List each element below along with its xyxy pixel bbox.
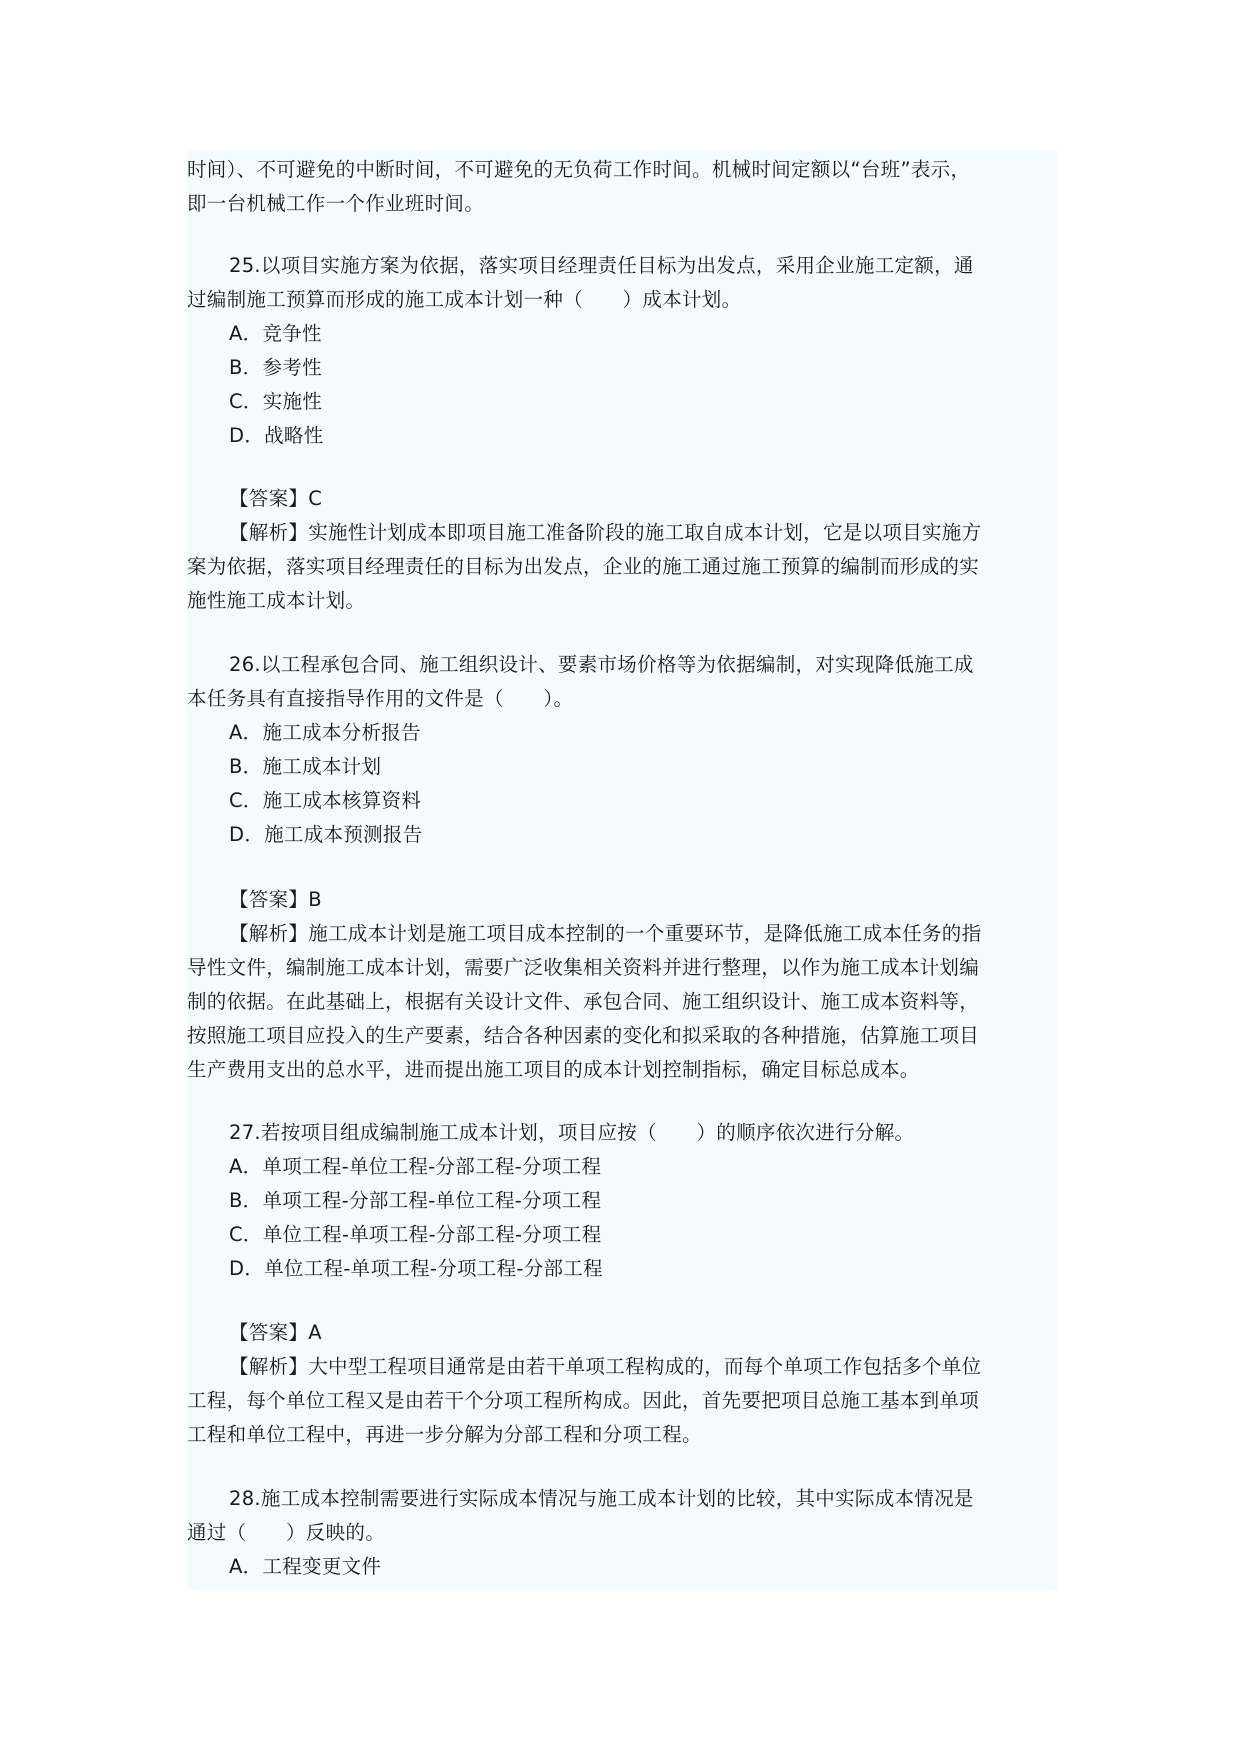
option-d: D．单位工程-单项工程-分项工程-分部工程: [229, 1257, 603, 1280]
analysis-line: 施性施工成本计划。: [187, 589, 366, 612]
answer-label: 【答案】B: [229, 888, 322, 911]
question-stem: 27.若按项目组成编制施工成本计划，项目应按（ ）的顺序依次进行分解。: [229, 1121, 915, 1144]
analysis-line: 【解析】大中型工程项目通常是由若干单项工程构成的，而每个单项工作包括多个单位: [229, 1355, 982, 1378]
question-28: [187, 1482, 1058, 1584]
option-a: A．施工成本分析报告: [229, 721, 421, 744]
intro-line: 即一台机械工作一个作业班时间。: [187, 192, 485, 215]
answer-label: 【答案】C: [229, 487, 323, 510]
option-c: C．实施性: [229, 390, 323, 413]
analysis-line: 【解析】实施性计划成本即项目施工准备阶段的施工取自成本计划，它是以项目实施方: [229, 521, 982, 544]
answer-label: 【答案】A: [229, 1321, 322, 1344]
option-a: A．单项工程-单位工程-分部工程-分项工程: [229, 1155, 602, 1178]
question-stem: 通过（ ）反映的。: [187, 1521, 386, 1544]
option-c: C．单位工程-单项工程-分部工程-分项工程: [229, 1223, 602, 1246]
option-c: C．施工成本核算资料: [229, 789, 422, 812]
option-d: D．战略性: [229, 424, 324, 447]
option-b: B．参考性: [229, 356, 322, 379]
intro-line: 时间）、不可避免的中断时间，不可避免的无负荷工作时间。机械时间定额以“台班”表示，: [187, 158, 971, 181]
option-b: B．单项工程-分部工程-单位工程-分项工程: [229, 1189, 602, 1212]
analysis-line: 工程，每个单位工程又是由若干个分项工程所构成。因此，首先要把项目总施工基本到单项: [187, 1389, 980, 1412]
question-25: [187, 249, 1058, 453]
question-stem: 过编制施工预算而形成的施工成本计划一种（ ）成本计划。: [187, 288, 742, 311]
answer-27: [187, 1316, 1058, 1452]
analysis-line: 生产费用支出的总水平，进而提出施工项目的成本计划控制指标，确定目标总成本。: [187, 1058, 920, 1081]
question-stem: 26.以工程承包合同、施工组织设计、要素市场价格等为依据编制，对实现降低施工成: [229, 653, 974, 676]
analysis-line: 导性文件，编制施工成本计划，需要广泛收集相关资料并进行整理，以作为施工成本计划编: [187, 956, 980, 979]
question-stem: 28.施工成本控制需要进行实际成本情况与施工成本计划的比较，其中实际成本情况是: [229, 1487, 974, 1510]
analysis-line: 制的依据。在此基础上，根据有关设计文件、承包合同、施工组织设计、施工成本资料等，: [187, 990, 980, 1013]
option-b: B．施工成本计划: [229, 755, 382, 778]
question-stem: 25.以项目实施方案为依据，落实项目经理责任目标为出发点，采用企业施工定额，通: [229, 254, 974, 277]
option-a: A．竞争性: [229, 322, 322, 345]
analysis-line: 工程和单位工程中，再进一步分解为分部工程和分项工程。: [187, 1423, 702, 1446]
analysis-line: 【解析】施工成本计划是施工项目成本控制的一个重要环节，是降低施工成本任务的指: [229, 922, 982, 945]
question-26: [187, 648, 1058, 852]
question-27: [187, 1116, 1058, 1286]
answer-26: [187, 883, 1058, 1087]
answer-25: [187, 482, 1058, 618]
option-a: A．工程变更文件: [229, 1555, 382, 1578]
analysis-line: 按照施工项目应投入的生产要素，结合各种因素的变化和拟采取的各种措施，估算施工项目: [187, 1024, 980, 1047]
question-stem: 本任务具有直接指导作用的文件是（ ）。: [187, 687, 574, 710]
analysis-line: 案为依据，落实项目经理责任的目标为出发点，企业的施工通过施工预算的编制而形成的实: [187, 555, 980, 578]
option-d: D．施工成本预测报告: [229, 823, 423, 846]
intro-paragraph: [187, 153, 1058, 221]
